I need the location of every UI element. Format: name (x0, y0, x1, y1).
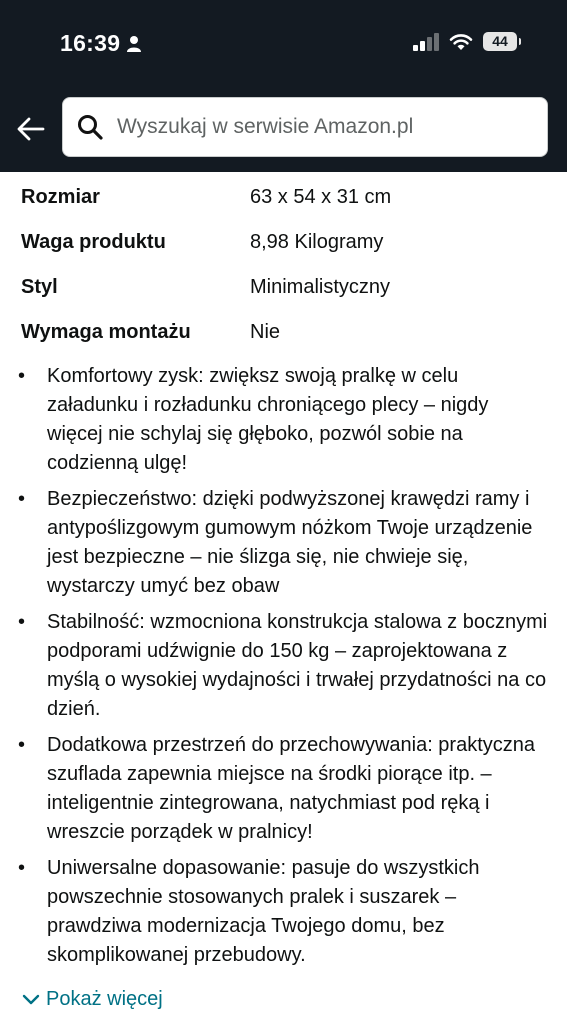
spec-row-size (21, 175, 541, 220)
back-arrow-icon (16, 114, 46, 144)
signal-icon (413, 33, 439, 51)
search-box[interactable] (62, 97, 548, 157)
see-more-label: Pokaż więcej (46, 988, 163, 1010)
bullet-dot: • (18, 734, 26, 756)
bullet-dot: • (18, 611, 26, 633)
spec-row-assembly (21, 310, 541, 355)
bullet-text: Stabilność: wzmocniona konstrukcja stalowa z bocznymi podporami udźwignie do 150 kg – zaprojektowana z myślą o wysokiej wydajności i trwałej przydatności na co dzień. (47, 611, 548, 720)
spec-label: Waga produktu (21, 231, 166, 253)
list-item (18, 854, 548, 970)
spec-label: Rozmiar (21, 186, 100, 208)
wifi-icon (449, 33, 473, 51)
back-button[interactable] (16, 114, 46, 149)
spec-label: Wymaga montażu (21, 321, 191, 343)
spec-value: 63 x 54 x 31 cm (250, 186, 392, 208)
spec-value: Nie (250, 321, 281, 343)
search-input[interactable] (115, 114, 539, 140)
list-item (18, 485, 548, 601)
bullet-dot: • (18, 857, 26, 879)
spec-value: 8,98 Kilogramy (250, 231, 384, 253)
spec-value: Minimalistyczny (250, 276, 391, 298)
bullet-text: Dodatkowa przestrzeń do przechowywania: praktyczna szuflada zapewnia miejsce na środki piorące itp. – inteligentnie zintegrowana, natychmiast pod ręką i wreszcie porządek w pralnicy! (47, 734, 536, 843)
battery-level: 44 (492, 33, 508, 49)
bullet-dot: • (18, 365, 26, 387)
bullet-text: Komfortowy zysk: zwiększ swoją pralkę w celu załadunku i rozładunku chroniącego plecy – nigdy więcej nie schylaj się głęboko, pozwól sobie na codzienną ulgę! (47, 365, 489, 474)
spec-row-style (21, 265, 541, 310)
search-icon (77, 114, 103, 140)
spec-row-weight (21, 220, 541, 265)
battery-icon (483, 32, 517, 51)
person-icon (126, 35, 142, 53)
bullet-dot: • (18, 488, 26, 510)
bullet-text: Uniwersalne dopasowanie: pasuje do wszystkich powszechnie stosowanych pralek i suszarek – prawdziwa modernizacja Twojego domu, bez skomplikowanej przebudowy. (47, 857, 480, 966)
list-item (18, 362, 548, 478)
bullet-text: Bezpieczeństwo: dzięki podwyższonej krawędzi ramy i antypoślizgowym gumowym nóżkom Twoje urządzenie jest bezpieczne – nie ślizga się, nie chwieje się, wystarczy umyć bez obaw (47, 488, 533, 597)
status-icons (413, 32, 517, 51)
feature-bullets (18, 362, 548, 977)
status-time-group (60, 30, 142, 57)
spec-label: Styl (21, 276, 58, 298)
status-time: 16:39 (60, 30, 121, 56)
list-item (18, 608, 548, 724)
product-specs-table (21, 175, 541, 355)
top-header (0, 0, 567, 172)
list-item (18, 731, 548, 847)
